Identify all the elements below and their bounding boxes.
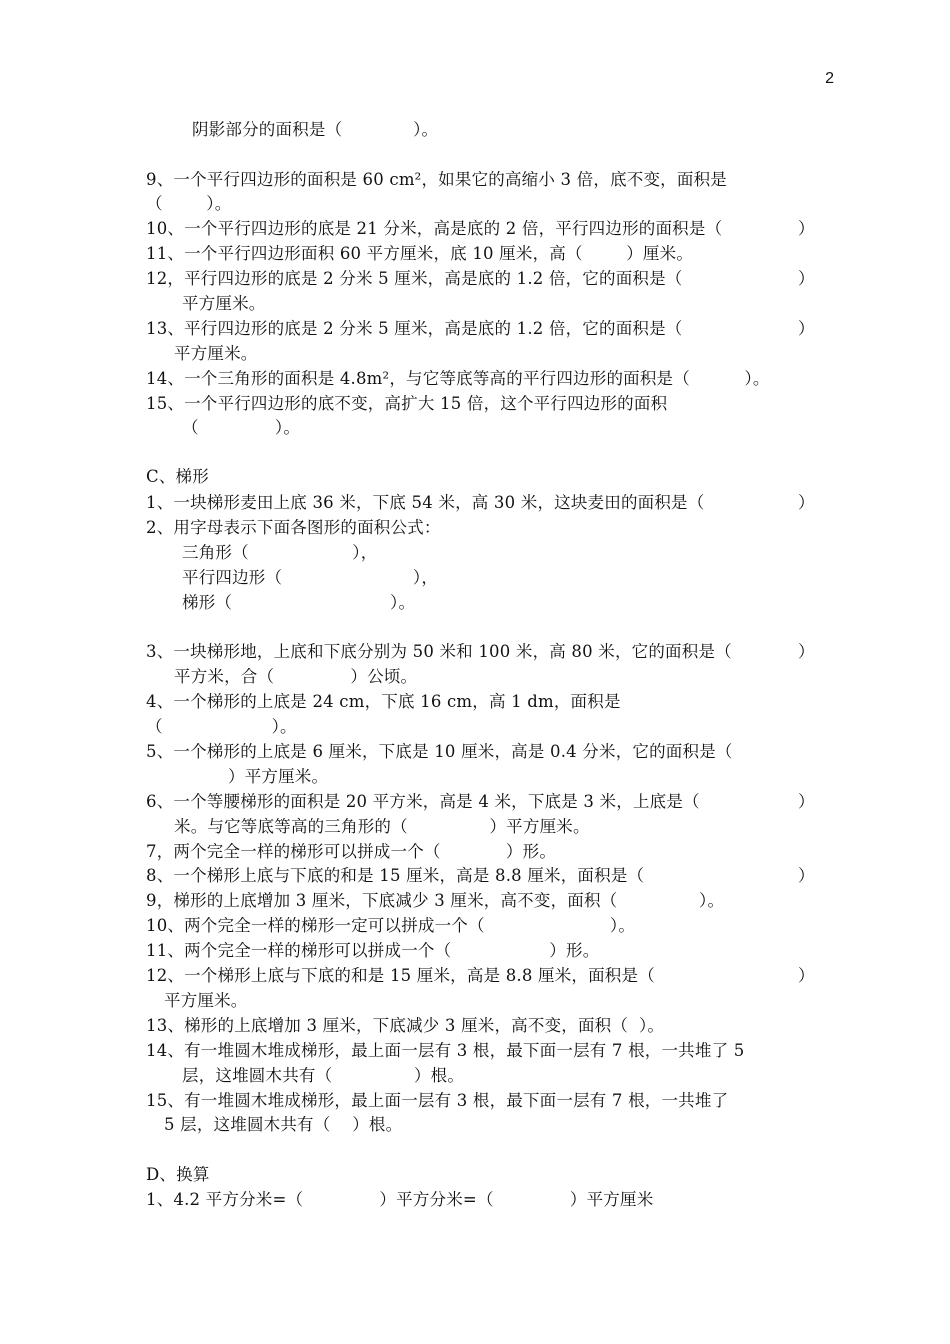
text-line: ）: [798, 269, 815, 288]
text-line: ）平方厘米。: [228, 767, 329, 786]
text-line: 4、一个梯形的上底是 24 cm，下底 16 cm，高 1 dm，面积是: [146, 692, 621, 711]
text-line: 13、平行四边形的底是 2 分米 5 厘米，高是底的 1.2 倍，它的面积是（: [146, 319, 683, 338]
text-line: 阴影部分的面积是（ ）。: [192, 120, 439, 139]
text-line: 6、一个等腰梯形的面积是 20 平方米，高是 4 米，下底是 3 米，上底是（: [146, 792, 700, 811]
text-line: 14、一个三角形的面积是 4.8m²，与它等底等高的平行四边形的面积是（ ）。: [146, 369, 770, 388]
page-number: 2: [825, 70, 834, 87]
section-heading: C、梯形: [146, 467, 209, 486]
text-line: ）: [798, 792, 815, 811]
text-line: 层，这堆圆木共有（ ）根。: [182, 1066, 465, 1085]
text-line: （ ）。: [182, 418, 301, 437]
text-line: 平方厘米。: [174, 344, 258, 363]
text-line: ）: [798, 866, 815, 885]
text-line: 15、有一堆圆木堆成梯形，最上面一层有 3 根，最下面一层有 7 根，一共堆了: [146, 1091, 729, 1110]
text-line: 平方厘米。: [182, 294, 266, 313]
text-line: ）: [798, 319, 815, 338]
text-line: 米。与它等底等高的三角形的（ ）平方厘米。: [174, 817, 590, 836]
text-line: 13、梯形的上底增加 3 厘米，下底减少 3 厘米，高不变，面积（ ）。: [146, 1016, 665, 1035]
text-line: 平行四边形（ ），: [182, 568, 439, 587]
text-line: 11、两个完全一样的梯形可以拼成一个（ ）形。: [146, 941, 600, 960]
text-line: 3、一块梯形地，上底和下底分别为 50 米和 100 米，高 80 米，它的面积是（: [146, 642, 732, 661]
text-line: 10、一个平行四边形的底是 21 分米，高是底的 2 倍，平行四边形的面积是（: [146, 219, 723, 238]
text-line: 1、4.2 平方分米=（ ）平方分米=（ ）平方厘米: [146, 1190, 654, 1209]
text-line: （ ）。: [146, 194, 232, 213]
text-line: 平方米，合（ ）公顷。: [174, 667, 418, 686]
text-line: ）: [798, 642, 815, 661]
text-line: ）: [798, 966, 815, 985]
text-line: 2、用字母表示下面各图形的面积公式：: [146, 518, 441, 537]
text-line: ）: [798, 493, 815, 512]
text-line: 9、一个平行四边形的面积是 60 cm²，如果它的高缩小 3 倍，底不变，面积是: [146, 170, 727, 189]
text-line: 平方厘米。: [164, 991, 248, 1010]
text-line: 1、一块梯形麦田上底 36 米，下底 54 米，高 30 米，这块麦田的面积是（: [146, 493, 705, 512]
text-line: ）: [798, 219, 815, 238]
text-line: 5、一个梯形的上底是 6 厘米，下底是 10 厘米，高是 0.4 分米，它的面积是（: [146, 742, 733, 761]
text-line: 14、有一堆圆木堆成梯形，最上面一层有 3 根，最下面一层有 7 根，一共堆了 5: [146, 1041, 745, 1060]
text-line: 8、一个梯形上底与下底的和是 15 厘米，高是 8.8 厘米，面积是（: [146, 866, 645, 885]
text-line: 9，梯形的上底增加 3 厘米，下底减少 3 厘米，高不变，面积（ ）。: [146, 891, 725, 910]
text-line: 7，两个完全一样的梯形可以拼成一个（ ）形。: [146, 842, 557, 861]
text-line: 梯形（ ）。: [182, 593, 416, 612]
text-line: 11、一个平行四边形面积 60 平方厘米，底 10 厘米，高（ ）厘米。: [146, 244, 694, 263]
text-line: 12，平行四边形的底是 2 分米 5 厘米，高是底的 1.2 倍，它的面积是（: [146, 269, 683, 288]
text-line: 三角形（ ），: [182, 543, 378, 562]
text-line: 15、一个平行四边形的底不变，高扩大 15 倍，这个平行四边形的面积: [146, 394, 668, 413]
text-line: 10、两个完全一样的梯形一定可以拼成一个（ ）。: [146, 916, 636, 935]
text-line: （ ）。: [146, 717, 297, 736]
text-line: 5 层，这堆圆木共有（ ）根。: [164, 1115, 403, 1134]
section-heading: D、换算: [146, 1165, 210, 1184]
text-line: 12、一个梯形上底与下底的和是 15 厘米，高是 8.8 厘米，面积是（: [146, 966, 655, 985]
